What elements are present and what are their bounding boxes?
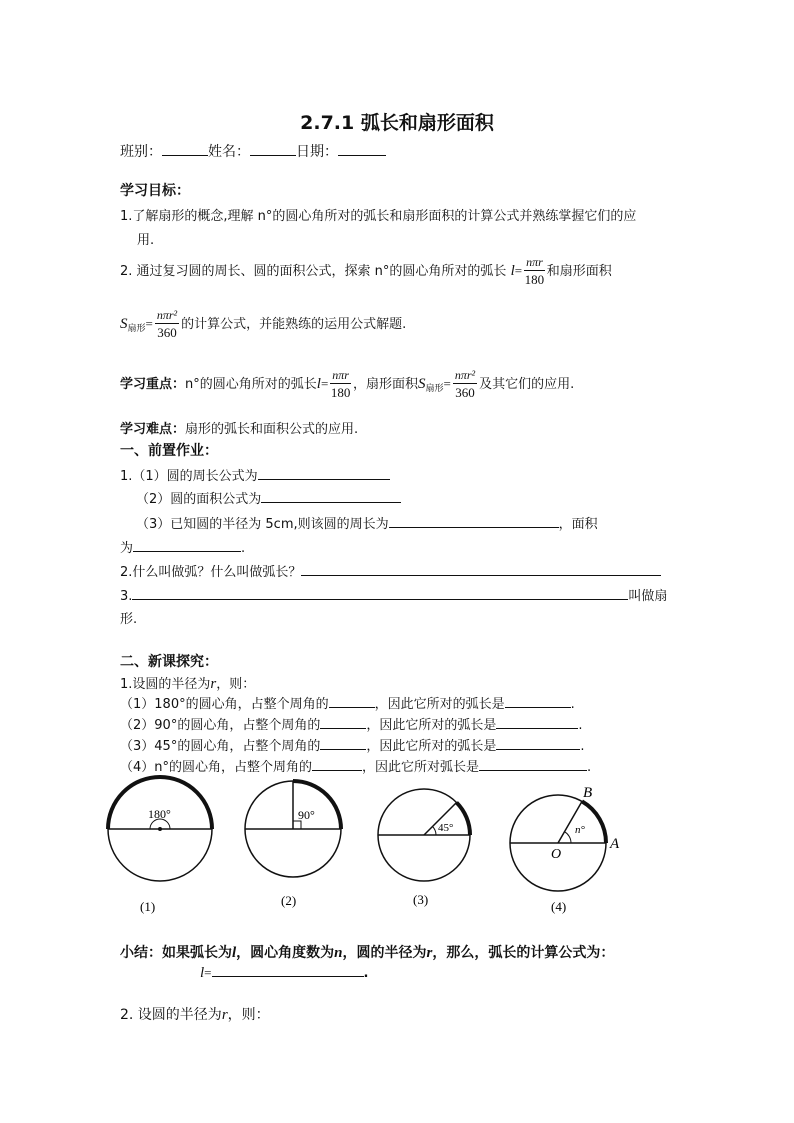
area-numerator: nπr²: [454, 368, 476, 382]
arc-fraction: [524, 254, 545, 289]
q1-3-text-b: ，面积: [558, 517, 598, 532]
row-fraction-answer[interactable]: [320, 714, 366, 729]
area-denominator: 360: [455, 385, 475, 400]
objective-2: [120, 254, 612, 289]
area-formula-s: S: [417, 376, 426, 392]
q3-cont: 形.: [120, 612, 138, 627]
row-fraction-answer[interactable]: [320, 735, 366, 750]
arc-formula-l: l: [316, 376, 321, 392]
part2-intro: [120, 1004, 270, 1024]
row-text: （3）45°的圆心角，占整个周角的: [120, 739, 321, 754]
row-arc-answer[interactable]: [479, 756, 587, 771]
row-arc-answer[interactable]: [496, 714, 578, 729]
area-denominator: 360: [157, 325, 177, 340]
figure-4-angle: n°: [575, 824, 585, 836]
figures: [0, 775, 794, 925]
q1-3-text: （3）已知圆的半径为 5cm,则该圆的周长为: [136, 517, 389, 532]
section2-heading: 二、新课探究：: [120, 654, 218, 670]
row-text: （2）90°的圆心角，占整个周角的: [120, 718, 321, 733]
summary-var-r: r: [426, 945, 433, 961]
row-fraction-answer[interactable]: [312, 756, 362, 771]
figure-2: [245, 781, 341, 908]
difficulty-label: 学习难点：: [120, 422, 186, 437]
q1-2: [136, 488, 401, 507]
q1-1: [120, 465, 390, 484]
figure-3-angle: 45°: [438, 822, 454, 834]
point-o-label: O: [551, 847, 562, 862]
objectives-heading: 学习目标：: [120, 183, 190, 199]
row-text-b: ，因此它所对的弧长是: [374, 697, 505, 712]
row-end: .: [570, 697, 575, 712]
objective-2-text: 2. 通过复习圆的周长、圆的面积公式，探索 n°的圆心角所对的弧长: [120, 264, 507, 279]
q1-3-answer-circumference[interactable]: [389, 513, 559, 528]
figure-4: [510, 785, 620, 914]
area-sub: 扇形: [425, 384, 444, 394]
date-field[interactable]: [338, 141, 386, 156]
figure-4-caption: (4): [551, 899, 567, 914]
summary-text: 小结：如果弧长为: [120, 945, 232, 961]
q2: [120, 561, 661, 580]
intro-var: r: [210, 676, 217, 692]
q1-3-cont: [120, 537, 245, 556]
key-points: [120, 367, 574, 402]
section2-intro: [120, 673, 255, 693]
objective-2-text-c: 的计算公式，并能熟练的运用公式解题.: [181, 317, 407, 332]
q3-text-b: 叫做扇: [628, 589, 668, 604]
row-text-b: ，因此它所对的弧长是: [366, 718, 497, 733]
arc-numerator: nπr: [526, 255, 543, 269]
part2-text: 2. 设圆的半径为: [120, 1007, 222, 1023]
figure-2-angle: 90°: [298, 808, 315, 822]
q1-3: [136, 513, 598, 532]
row-text-b: ，因此它所对弧长是: [362, 760, 480, 775]
objective-1-cont: 用.: [137, 233, 155, 248]
q1-3-text-c: 为: [120, 541, 134, 556]
row-end: .: [587, 760, 592, 775]
key-points-text-c: 及其它们的应用.: [479, 377, 575, 392]
key-points-text: n°的圆心角所对的弧长: [185, 377, 317, 392]
class-field[interactable]: [162, 141, 208, 156]
equals: =: [514, 263, 523, 278]
key-points-text-b: ，扇形面积: [352, 377, 418, 392]
figure-3: [378, 789, 470, 907]
explore-row: [120, 714, 582, 733]
explore-row: [120, 735, 584, 754]
q3: [120, 585, 667, 604]
row-end: .: [578, 718, 583, 733]
intro-text: 1.设圆的半径为: [120, 677, 211, 692]
equals: =: [320, 376, 329, 391]
name-label: 姓名：: [208, 144, 250, 160]
section1-heading: 一、前置作业：: [120, 443, 218, 459]
arc-formula-l: l: [510, 263, 515, 279]
figure-1-angle: 180°: [148, 807, 171, 821]
equals: =: [145, 316, 153, 331]
explore-row: [120, 756, 591, 775]
arc-denominator: 180: [524, 272, 545, 287]
point-a-label: A: [610, 836, 620, 852]
arc-length-formula-answer[interactable]: [212, 962, 364, 977]
figure-2-caption: (2): [281, 893, 297, 908]
row-arc-answer[interactable]: [496, 735, 580, 750]
name-field[interactable]: [250, 141, 296, 156]
area-formula-s: S: [120, 316, 128, 332]
summary-formula-eq: =: [204, 965, 212, 980]
difficulty: [120, 418, 358, 437]
arc-fraction: [330, 367, 351, 402]
q1-2-answer[interactable]: [261, 488, 401, 503]
figure-1-caption: (1): [140, 899, 156, 914]
date-label: 日期：: [296, 144, 338, 160]
arc-numerator: nπr: [332, 368, 349, 382]
q3-text: 3.: [120, 589, 133, 604]
equals: =: [443, 376, 451, 391]
row-fraction-answer[interactable]: [329, 693, 375, 708]
arc-denominator: 180: [330, 385, 351, 400]
summary-text-c: ，圆的半径为: [342, 945, 427, 961]
key-points-label: 学习重点：: [120, 377, 186, 392]
explore-row: [120, 693, 575, 712]
summary-formula-end: .: [363, 966, 369, 981]
area-fraction: [155, 307, 179, 342]
page-title: 2.7.1 弧长和扇形面积: [300, 112, 494, 134]
area-fraction: [453, 367, 477, 402]
summary-text-b: ，圆心角度数为: [236, 945, 335, 961]
summary-formula: [200, 962, 368, 982]
point-b-label: B: [583, 785, 593, 801]
objective-2-cont: [120, 307, 406, 342]
figure-3-caption: (3): [413, 892, 429, 907]
q1-3-answer-area[interactable]: [133, 537, 241, 552]
objective-2-text-b: 和扇形面积: [546, 264, 612, 279]
summary-var-l: l: [232, 945, 237, 961]
summary-var-n: n: [334, 945, 343, 961]
q3-answer[interactable]: [132, 585, 628, 600]
difficulty-text: 扇形的弧长和面积公式的应用.: [185, 422, 359, 437]
summary: [120, 942, 614, 962]
part2-var: r: [221, 1007, 228, 1023]
class-label: 班别：: [120, 144, 162, 160]
q1-1-answer[interactable]: [258, 465, 390, 480]
area-sub: 扇形: [127, 324, 146, 334]
intro-text-b: ，则：: [216, 677, 256, 692]
row-end: .: [580, 739, 585, 754]
figure-1: [108, 777, 212, 914]
q1-3-text-d: .: [241, 541, 246, 556]
row-text: （4）n°的圆心角，占整个周角的: [120, 760, 313, 775]
objective-1: 1.了解扇形的概念,理解 n°的圆心角所对的弧长和扇形面积的计算公式并熟练掌握它们的应: [120, 209, 637, 224]
summary-text-d: ，那么，弧长的计算公式为：: [432, 945, 615, 961]
q1-2-text: （2）圆的面积公式为: [136, 492, 262, 507]
info-line: [120, 141, 386, 161]
summary-formula-l: l: [200, 965, 205, 981]
row-text-b: ，因此它所对的弧长是: [366, 739, 497, 754]
area-numerator: nπr²: [156, 308, 178, 322]
row-arc-answer[interactable]: [505, 693, 571, 708]
q1-1-text: 1.（1）圆的周长公式为: [120, 469, 258, 484]
row-text: （1）180°的圆心角，占整个周角的: [120, 697, 329, 712]
part2-text-b: ，则：: [227, 1007, 270, 1023]
q2-text: 2.什么叫做弧？什么叫做弧长？: [120, 565, 302, 580]
q2-answer[interactable]: [301, 561, 661, 576]
